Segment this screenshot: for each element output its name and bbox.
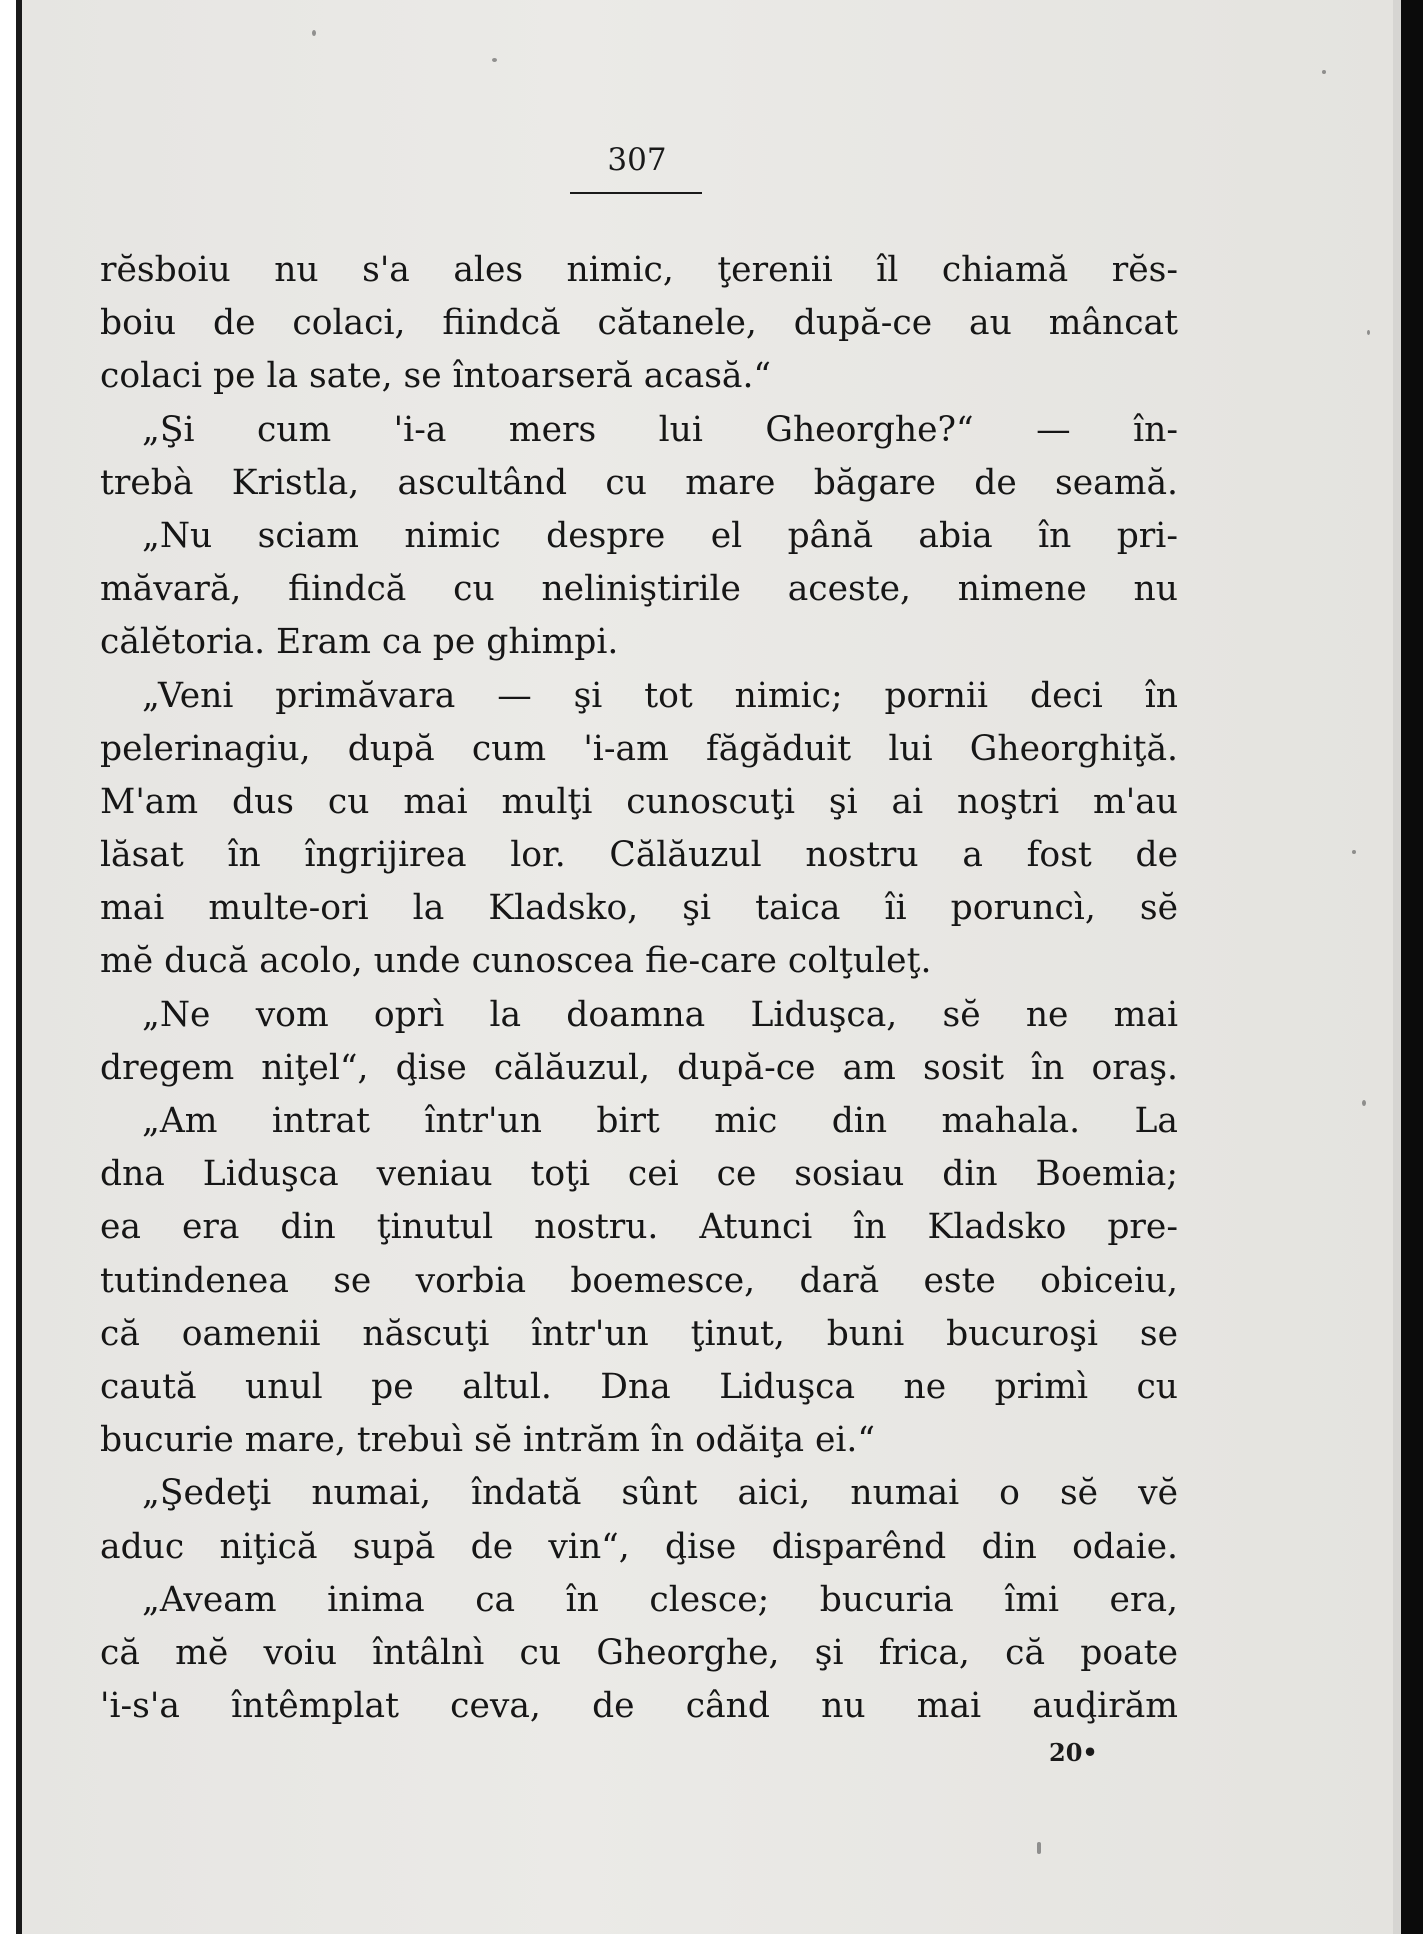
text-line: caută unul pe altul. Dna Liduşca ne primì cu <box>100 1366 1178 1407</box>
text-line: rĕsboiu nu s'a ales nimic, ţerenii îl chiamă rĕs- <box>100 250 1178 290</box>
printer-signature-mark: 20• <box>1049 1738 1098 1767</box>
text-line: dregem niţel“, ḑise călăuzul, după-ce am sosit în oraş. <box>100 1047 1178 1088</box>
text-line: colaci pe la sate, se întoarseră acasă.“ <box>100 356 772 397</box>
page-number-underline <box>570 192 702 194</box>
scan-speck <box>1367 330 1370 335</box>
page-number: 307 <box>607 142 667 178</box>
scan-left-margin <box>0 0 16 1934</box>
text-line: măvară, fiindcă cu neliniştirile aceste, nimene nu <box>100 569 1178 610</box>
page-body-text <box>100 244 1178 1733</box>
text-line: „Nu sciam nimic despre el până abia în pri- <box>142 515 1178 556</box>
text-line: pelerinagiu, după cum 'i-am făgăduit lui Gheorghiţă. <box>100 728 1178 769</box>
text-line: „Aveam inima ca în clesce; bucuria îmi era, <box>142 1579 1178 1620</box>
text-line: boiu de colaci, fiindcă cătanele, după-ce au mâncat <box>100 303 1178 344</box>
scan-speck <box>312 30 316 36</box>
scan-speck <box>492 58 497 62</box>
text-line: „Şi cum 'i-a mers lui Gheorghe?“ — în- <box>142 409 1178 450</box>
text-line: „Şedeţi numai, îndată sûnt aici, numai o sĕ vĕ <box>142 1473 1178 1514</box>
text-line: „Ne vom oprì la doamna Liduşca, sĕ ne mai <box>142 994 1178 1035</box>
scan-speck <box>1362 1100 1366 1106</box>
scan-speck <box>1037 1842 1041 1854</box>
text-line: lăsat în îngrijirea lor. Călăuzul nostru a fost de <box>100 835 1178 876</box>
text-line: că mĕ voiu întâlnì cu Gheorghe, şi frica, că poate <box>100 1632 1178 1673</box>
book-page <box>22 0 1393 1934</box>
text-line: trebà Kristla, ascultând cu mare băgare de seamă. <box>100 462 1178 503</box>
text-line: „Veni primăvara — şi tot nimic; pornii deci în <box>142 675 1178 716</box>
text-line: 'i-s'a întêmplat ceva, de când nu mai auḑirăm <box>100 1686 1178 1727</box>
text-line: că oamenii născuţi într'un ţinut, buni bucuroşi se <box>100 1313 1178 1354</box>
text-line: M'am dus cu mai mulţi cunoscuţi şi ai noştri m'au <box>100 781 1178 822</box>
scan-right-gutter <box>1393 0 1401 1934</box>
text-line: „Am intrat într'un birt mic din mahala. La <box>142 1101 1178 1141</box>
text-line: mĕ ducă acolo, unde cunoscea fie-care colţuleţ. <box>100 941 932 982</box>
scan-right-border <box>1401 0 1423 1934</box>
text-line: dna Liduşca veniau toţi cei ce sosiau din Boemia; <box>100 1154 1178 1195</box>
scan-speck <box>1352 850 1356 854</box>
text-line: călĕtoria. Eram ca pe ghimpi. <box>100 622 619 663</box>
text-line: mai multe-ori la Kladsko, şi taica îi poruncì, sĕ <box>100 888 1178 929</box>
text-line: aduc niţică supă de vin“, ḑise disparênd din odaie. <box>100 1526 1178 1567</box>
text-line: ea era din ţinutul nostru. Atunci în Kladsko pre- <box>100 1207 1178 1248</box>
text-line: tutindenea se vorbia boemesce, dară este obiceiu, <box>100 1260 1178 1301</box>
text-line: bucurie mare, trebuì sĕ intrăm în odăiţa ei.“ <box>100 1420 876 1461</box>
scan-speck <box>1322 70 1326 74</box>
